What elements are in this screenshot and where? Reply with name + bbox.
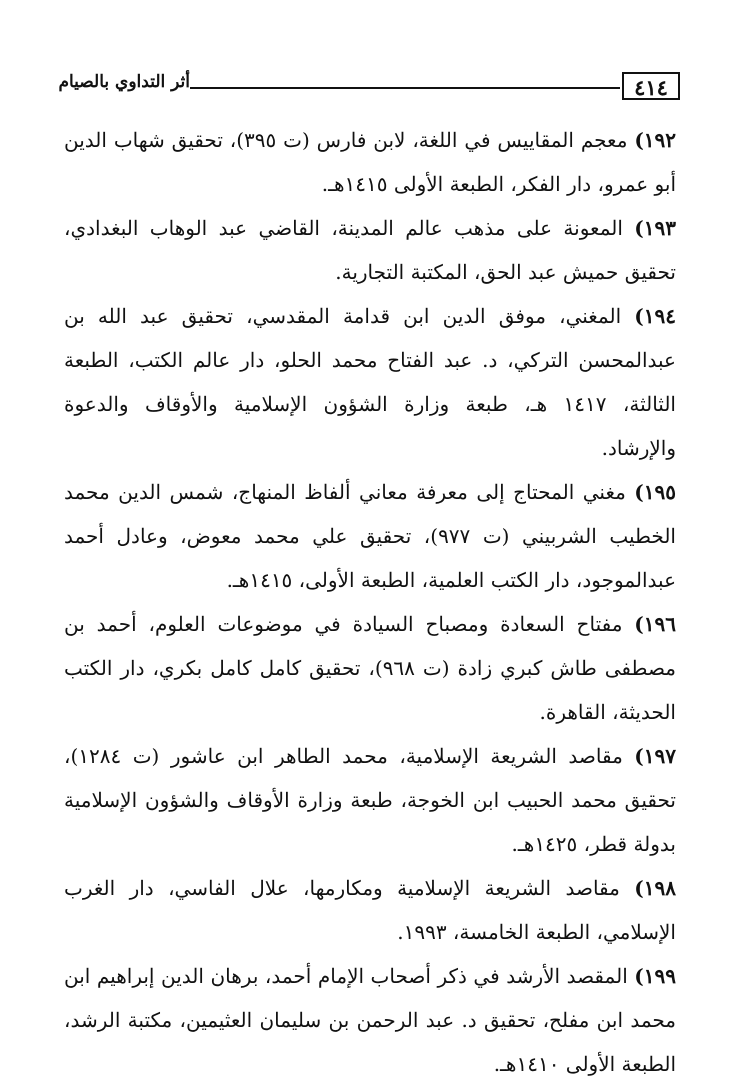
bibliography-entry (64, 954, 676, 1086)
bibliography-entry (64, 602, 676, 734)
bibliography-entry (64, 294, 676, 470)
header-rule (190, 87, 620, 89)
entry-number: ١٩٢) (634, 128, 677, 152)
entry-number: ١٩٧) (634, 744, 676, 768)
entry-text: المقصد الأرشد في ذكر أصحاب الإمام أحمد، برهان الدين إبراهيم ابن محمد ابن مفلح، تحقيق د. عبد الرحمن بن سليمان العثيمين، مكتبة الرشد، الطبعة الأولى ١٤١٠هـ. (64, 964, 676, 1076)
entry-number: ١٩٤) (634, 304, 676, 328)
entry-text: مفتاح السعادة ومصباح السيادة في موضوعات العلوم، أحمد بن مصطفى طاش كبري زادة (ت ٩٦٨)، تحقيق كامل كامل بكري، دار الكتب الحديثة، القاهرة. (64, 612, 677, 724)
bibliography-entry (64, 866, 676, 954)
entry-number: ١٩٥) (634, 480, 676, 504)
entry-text: معجم المقاييس في اللغة، لابن فارس (ت ٣٩٥)، تحقيق شهاب الدين أبو عمرو، دار الفكر، الطبعة الأولى ١٤١٥هـ. (64, 128, 676, 196)
bibliography-entry (64, 470, 676, 602)
bibliography-entry (64, 734, 676, 866)
entry-number: ١٩٨) (634, 876, 676, 900)
entry-text: المغني، موفق الدين ابن قدامة المقدسي، تحقيق عبد الله بن عبدالمحسن التركي، د. عبد الفتاح محمد الحلو، دار عالم الكتب، الطبعة الثالثة، ١٤١٧ هـ، طبعة وزارة الشؤون الإسلامية والأوقاف والدعوة والإرشاد. (64, 304, 676, 460)
entry-number: ١٩٦) (634, 612, 676, 636)
bibliography-entry (64, 118, 676, 206)
entry-text: مقاصد الشريعة الإسلامية ومكارمها، علال الفاسي، دار الغرب الإسلامي، الطبعة الخامسة، ١٩٩٣. (64, 876, 676, 944)
page-number: ٤١٤ (622, 72, 680, 100)
entry-number: ١٩٣) (634, 216, 676, 240)
entry-text: مغني المحتاج إلى معرفة معاني ألفاظ المنهاج، شمس الدين محمد الخطيب الشربيني (ت ٩٧٧)، تحقيق علي محمد معوض، وعادل أحمد عبدالموجود، دار الكتب العلمية، الطبعة الأولى، ١٤١٥هـ. (64, 480, 676, 592)
entry-number: ١٩٩) (634, 964, 676, 988)
entry-text: مقاصد الشريعة الإسلامية، محمد الطاهر ابن عاشور (ت ١٢٨٤)، تحقيق محمد الحبيب ابن الخوجة، طبعة وزارة الأوقاف والشؤون الإسلامية بدولة قطر، ١٤٢٥هـ. (64, 744, 676, 856)
running-title: أثر التداوي بالصيام (58, 72, 190, 92)
entry-text: المعونة على مذهب عالم المدينة، القاضي عبد الوهاب البغدادي، تحقيق حميش عبد الحق، المكتبة التجارية. (64, 216, 676, 284)
page-header (60, 68, 680, 102)
bibliography-entry (64, 206, 676, 294)
bibliography-list (64, 118, 676, 1086)
